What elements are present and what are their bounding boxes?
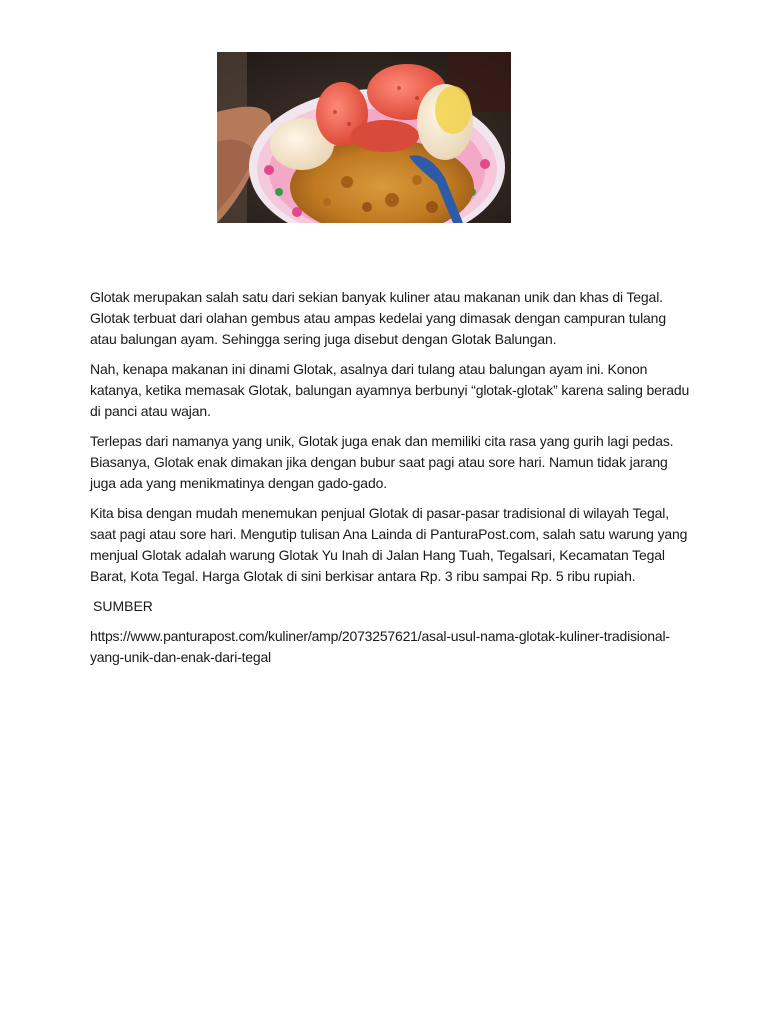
paragraph: Kita bisa dengan mudah menemukan penjual Glotak di pasar-pasar tradisional di wilayah Tegal, saat pagi atau sore hari. Mengutip tulisan Ana Lainda di PanturaPost.com, salah satu warung yang menjual Glotak adalah warung Glotak Yu Inah di Jalan Hang Tuah, Tegalsari, Kecamatan Tegal Barat, Kota Tegal. Harga Glotak di sini berkisar antara Rp. 3 ribu sampai Rp. 5 ribu rupiah. (90, 505, 688, 584)
paragraph: Glotak merupakan salah satu dari sekian banyak kuliner atau makanan unik dan khas di Tegal. Glotak terbuat dari olahan gembus atau ampas kedelai yang dimasak dengan campuran tulang atau balungan ayam. Sehingga sering juga disebut dengan Glotak Balungan. (90, 289, 666, 347)
source-url: https://www.panturapost.com/kuliner/amp/2073257621/asal-usul-nama-glotak-kuliner-tradisional-yang-unik-dan-enak-dari-tegal (90, 628, 670, 665)
article-body (90, 287, 690, 668)
paragraph: Nah, kenapa makanan ini dinami Glotak, asalnya dari tulang atau balungan ayam ini. Konon katanya, ketika memasak Glotak, balungan ayamnya berbunyi “glotak-glotak” karena saling beradu di panci atau wajan. (90, 361, 690, 419)
glotak-photo (217, 52, 511, 223)
paragraph: Terlepas dari namanya yang unik, Glotak juga enak dan memiliki cita rasa yang gurih lagi pedas. Biasanya, Glotak enak dimakan jika dengan bubur saat pagi atau sore hari. Namun tidak jarang juga ada yang menikmatinya dengan gado-gado. (90, 433, 674, 491)
source-label: SUMBER (93, 598, 153, 614)
glotak-dish-icon (217, 52, 511, 223)
